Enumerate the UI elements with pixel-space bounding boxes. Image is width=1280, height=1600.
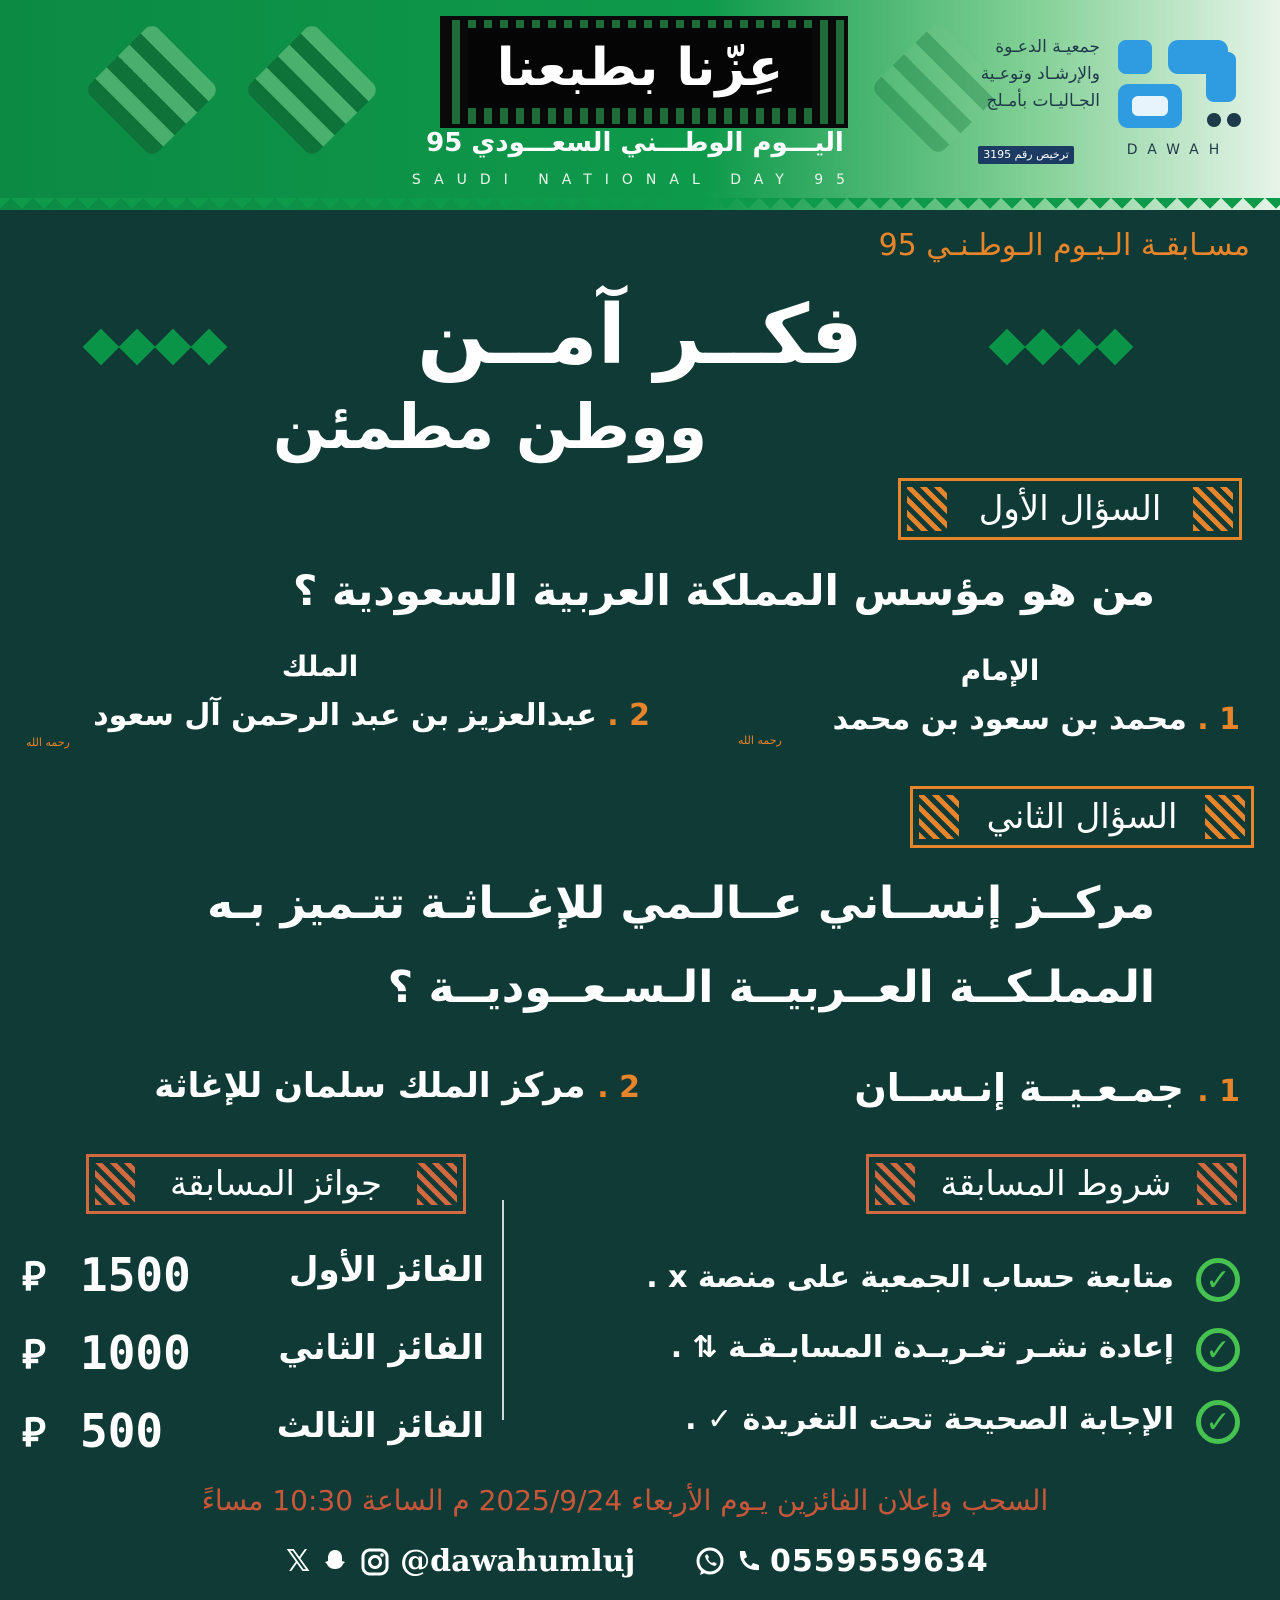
condition-row: [540, 1326, 1240, 1376]
snapchat-icon[interactable]: [320, 1547, 350, 1577]
org-name-line: والإرشـاد وتوعـية: [980, 64, 1100, 84]
option-number: 1 .: [1197, 1074, 1240, 1109]
q1-option-2: [60, 698, 650, 733]
option-text: عبدالعزيز بن عبد الرحمن آل سعود: [93, 698, 597, 733]
dawah-logo-icon: [1110, 34, 1250, 134]
org-name-english: DAWAH: [1126, 142, 1230, 158]
prize-value: 500: [80, 1404, 164, 1458]
prize-row: [18, 1326, 488, 1386]
prize-label: الفائز الثاني: [278, 1328, 484, 1368]
slogan-text: عِزّنا بطبعنا: [468, 28, 812, 108]
prize-label: الفائز الثالث: [276, 1406, 484, 1446]
condition-text: متابعة حساب الجمعية على منصة x .: [646, 1260, 1174, 1295]
option-number: 2 .: [597, 1070, 640, 1105]
diamond-dot: [989, 329, 1026, 366]
question-2-text-line-1: مركــز إنســاني عــالـمي للإغــاثـة تتـميز بـه: [207, 878, 1155, 929]
draw-announcement: السحب وإعلان الفائزين يـوم الأربعاء 2025/9/24 م الساعة 10:30 مساءً: [201, 1484, 1049, 1517]
option-text: محمد بن سعود بن محمد: [832, 702, 1187, 737]
diamond-dot: [1025, 329, 1062, 366]
question-1-label: [898, 478, 1242, 540]
diamond-dot: [191, 329, 228, 366]
prize-value: 1000: [80, 1326, 191, 1380]
phone-number[interactable]: 0559559634: [770, 1544, 989, 1579]
prizes-label-text: جوائز المسابقة: [169, 1164, 383, 1204]
prizes-label: [86, 1154, 466, 1214]
condition-row: [540, 1398, 1240, 1448]
condition-row: [540, 1256, 1240, 1306]
riyal-icon: ⃁: [22, 1254, 46, 1300]
condition-text: الإجابة الصحيحة تحت التغريدة ✓ .: [685, 1402, 1174, 1437]
headline-secondary: ووطن مطمئن: [272, 390, 708, 463]
diamond-dots-right: [994, 334, 1128, 360]
phone-icon[interactable]: [734, 1548, 762, 1576]
social-links: [286, 1544, 635, 1579]
prize-label: الفائز الأول: [288, 1250, 484, 1290]
prize-row: [18, 1248, 488, 1308]
q1-option-1-note: رحمه الله: [738, 734, 782, 747]
national-day-english: SAUDI NATIONAL DAY 95: [411, 172, 859, 188]
option-text: مركز الملك سلمان للإغاثة: [154, 1066, 586, 1106]
question-2-label-text: السؤال الثاني: [986, 797, 1178, 837]
q1-option-2-title: الملك: [281, 650, 359, 683]
question-1-text: من هو مؤسس المملكة العربية السعودية ؟: [292, 566, 1155, 615]
prize-value: 1500: [80, 1248, 191, 1302]
prize-row: [18, 1404, 488, 1464]
riyal-icon: ⃁: [22, 1332, 46, 1378]
diamond-dot: [1097, 329, 1134, 366]
social-handle[interactable]: @dawahumluj: [400, 1544, 636, 1579]
contact-phone: [694, 1544, 989, 1579]
q2-option-1: [780, 1066, 1240, 1110]
license-badge: ترخيص رقم 3195: [978, 146, 1074, 164]
riyal-icon: ⃁: [22, 1410, 46, 1456]
national-day-arabic: اليـــوم الوطـــني السعـــودي 95: [426, 128, 844, 158]
option-text: جمـعـيــة إنـســان: [854, 1066, 1185, 1110]
q2-option-2: [40, 1066, 640, 1106]
condition-text: إعادة نشـر تغـريـدة المسابـقـة ⇅ .: [670, 1330, 1174, 1365]
diamond-dot: [1061, 329, 1098, 366]
q1-option-1-title: الإمام: [960, 654, 1040, 687]
whatsapp-icon[interactable]: [694, 1546, 726, 1578]
check-circle-icon: ✓: [1196, 1258, 1240, 1302]
instagram-icon[interactable]: [360, 1547, 390, 1577]
conditions-label: [866, 1154, 1246, 1214]
diamond-dot: [83, 329, 120, 366]
diamond-dots-left: [88, 334, 222, 360]
question-1-label-text: السؤال الأول: [978, 489, 1162, 529]
q1-option-2-note: رحمه الله: [26, 736, 70, 749]
org-name-line: الجـاليـات بأمـلج: [986, 91, 1100, 111]
question-2-label: [910, 786, 1254, 848]
q1-option-1: [780, 702, 1240, 737]
option-number: 1 .: [1197, 702, 1240, 737]
section-divider: [502, 1200, 504, 1420]
question-2-text-line-2: المملـكــة العــربيــة الـسـعــوديــة ؟: [387, 962, 1155, 1013]
check-circle-icon: ✓: [1196, 1400, 1240, 1444]
org-name-line: جمعيـة الدعـوة: [995, 37, 1100, 57]
diamond-dot: [155, 329, 192, 366]
check-circle-icon: ✓: [1196, 1328, 1240, 1372]
competition-title: مسـابقـة الـيـوم الـوطـنـي 95: [878, 228, 1250, 263]
header-border-pattern: [0, 198, 1280, 220]
conditions-label-text: شروط المسابقة: [940, 1164, 1172, 1204]
x-icon[interactable]: 𝕏: [286, 1544, 311, 1579]
headline-primary: فكــر آمــن: [417, 288, 863, 383]
diamond-dot: [119, 329, 156, 366]
option-number: 2 .: [607, 698, 650, 733]
org-name: [940, 34, 1100, 115]
